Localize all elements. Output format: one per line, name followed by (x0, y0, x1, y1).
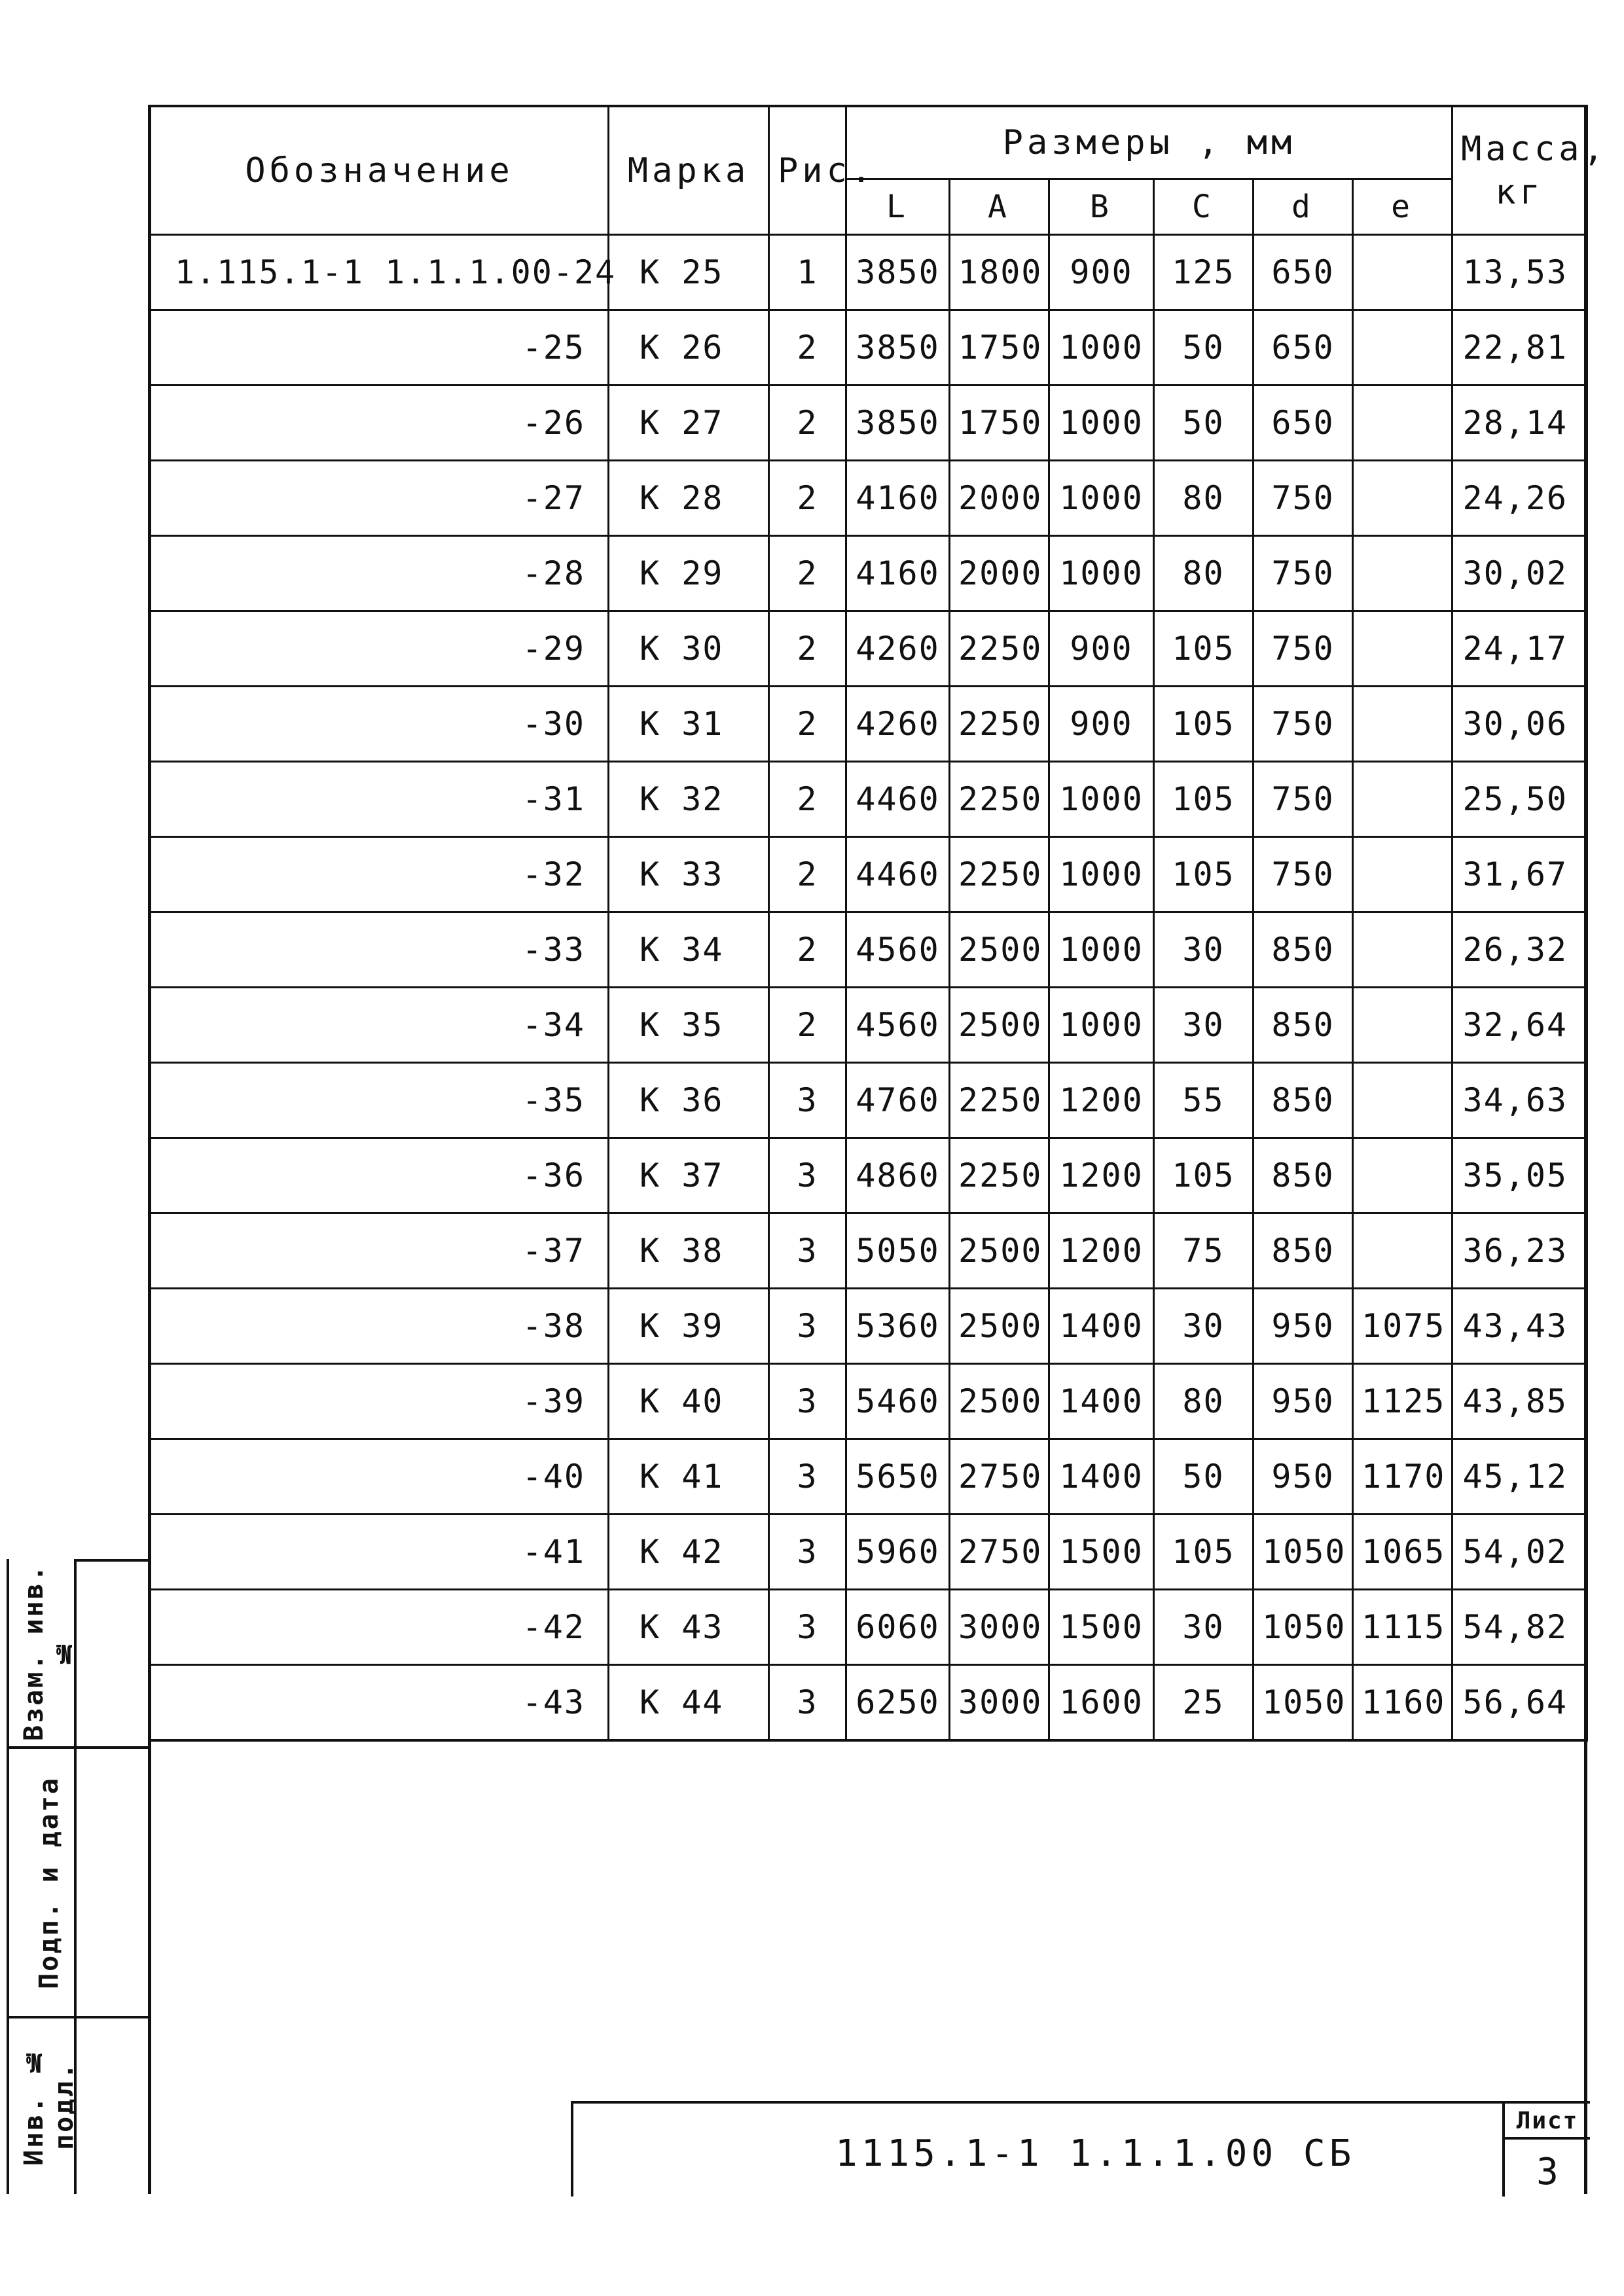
side-stamp-line (74, 2016, 149, 2018)
header-dim-a: A (950, 179, 1049, 235)
cell-d: 650 (1254, 310, 1353, 386)
cell-des: -43 (151, 1665, 609, 1741)
table-row (151, 912, 1587, 988)
cell-des: -40 (151, 1439, 609, 1515)
cell-fig: 2 (769, 461, 846, 536)
cell-d: 1050 (1254, 1590, 1353, 1665)
header-fig: Рис. (769, 106, 846, 235)
cell-a: 2500 (950, 1289, 1049, 1364)
cell-mass: 28,14 (1453, 386, 1587, 461)
cell-l: 5050 (846, 1213, 950, 1289)
cell-c: 80 (1154, 536, 1254, 611)
cell-l: 4760 (846, 1063, 950, 1138)
table-row (151, 611, 1587, 687)
cell-fig: 2 (769, 536, 846, 611)
table-row (151, 1590, 1587, 1665)
cell-fig: 3 (769, 1364, 846, 1439)
cell-des: -31 (151, 762, 609, 837)
cell-c: 105 (1154, 1138, 1254, 1213)
cell-a: 2750 (950, 1439, 1049, 1515)
cell-e (1353, 1138, 1453, 1213)
cell-b: 1000 (1049, 912, 1154, 988)
cell-mark: К 26 (609, 310, 769, 386)
cell-l: 4460 (846, 762, 950, 837)
cell-l: 6060 (846, 1590, 950, 1665)
cell-c: 80 (1154, 1364, 1254, 1439)
cell-mass: 30,02 (1453, 536, 1587, 611)
cell-d: 850 (1254, 1138, 1353, 1213)
cell-des: -35 (151, 1063, 609, 1138)
cell-d: 750 (1254, 461, 1353, 536)
header-designation: Обозначение (151, 106, 609, 235)
cell-fig: 2 (769, 687, 846, 762)
cell-c: 105 (1154, 687, 1254, 762)
side-stamp (7, 1559, 79, 2194)
cell-fig: 2 (769, 762, 846, 837)
cell-fig: 3 (769, 1665, 846, 1741)
header-mark: Марка (609, 106, 769, 235)
cell-e (1353, 611, 1453, 687)
cell-e: 1125 (1353, 1364, 1453, 1439)
table-row (151, 461, 1587, 536)
cell-fig: 3 (769, 1289, 846, 1364)
cell-e (1353, 536, 1453, 611)
cell-d: 650 (1254, 235, 1353, 310)
cell-mark: К 38 (609, 1213, 769, 1289)
cell-b: 1000 (1049, 461, 1154, 536)
table-row (151, 1515, 1587, 1590)
table-row (151, 1213, 1587, 1289)
cell-e (1353, 988, 1453, 1063)
cell-mass: 30,06 (1453, 687, 1587, 762)
cell-d: 650 (1254, 386, 1353, 461)
cell-e: 1075 (1353, 1289, 1453, 1364)
cell-des: -38 (151, 1289, 609, 1364)
cell-des: -27 (151, 461, 609, 536)
cell-a: 2250 (950, 1063, 1049, 1138)
cell-mass: 25,50 (1453, 762, 1587, 837)
sheet-number: 3 (1536, 2151, 1559, 2193)
cell-des: -26 (151, 386, 609, 461)
cell-b: 1400 (1049, 1364, 1154, 1439)
header-dim-d: d (1254, 179, 1353, 235)
cell-a: 2500 (950, 988, 1049, 1063)
cell-l: 5460 (846, 1364, 950, 1439)
cell-mass: 54,02 (1453, 1515, 1587, 1590)
cell-c: 105 (1154, 837, 1254, 912)
cell-mark: К 36 (609, 1063, 769, 1138)
cell-a: 2750 (950, 1515, 1049, 1590)
table-row (151, 687, 1587, 762)
header-dim-b: B (1049, 179, 1154, 235)
header-dimensions: Размеры , мм (846, 106, 1453, 179)
cell-fig: 2 (769, 912, 846, 988)
cell-d: 850 (1254, 1213, 1353, 1289)
cell-e (1353, 1213, 1453, 1289)
sheet-box (1502, 2104, 1590, 2197)
cell-mark: К 42 (609, 1515, 769, 1590)
cell-fig: 2 (769, 310, 846, 386)
cell-c: 105 (1154, 1515, 1254, 1590)
cell-d: 850 (1254, 1063, 1353, 1138)
side-label-podp-data: Подп. и дата (34, 1776, 64, 1990)
cell-b: 1200 (1049, 1213, 1154, 1289)
cell-a: 1800 (950, 235, 1049, 310)
cell-l: 4260 (846, 687, 950, 762)
side-stamp-line (74, 1746, 149, 1749)
specification-body (151, 235, 1587, 1741)
cell-mass: 24,26 (1453, 461, 1587, 536)
cell-e: 1160 (1353, 1665, 1453, 1741)
cell-l: 4260 (846, 611, 950, 687)
cell-d: 750 (1254, 536, 1353, 611)
table-row (151, 762, 1587, 837)
table-row (151, 837, 1587, 912)
cell-a: 2250 (950, 837, 1049, 912)
cell-mass: 36,23 (1453, 1213, 1587, 1289)
cell-mark: К 31 (609, 687, 769, 762)
cell-a: 2250 (950, 687, 1049, 762)
cell-des: -34 (151, 988, 609, 1063)
cell-a: 3000 (950, 1665, 1049, 1741)
cell-mark: К 37 (609, 1138, 769, 1213)
cell-b: 1000 (1049, 762, 1154, 837)
cell-a: 2500 (950, 912, 1049, 988)
cell-a: 1750 (950, 310, 1049, 386)
cell-des: -39 (151, 1364, 609, 1439)
cell-d: 750 (1254, 762, 1353, 837)
cell-d: 750 (1254, 687, 1353, 762)
cell-mark: К 34 (609, 912, 769, 988)
side-label-inv-podl: Инв. № подл. (19, 2045, 79, 2166)
header-mass: Масса, кг (1453, 106, 1587, 235)
cell-a: 2250 (950, 1138, 1049, 1213)
cell-l: 4560 (846, 912, 950, 988)
cell-l: 3850 (846, 235, 950, 310)
side-label-zam-inv: Взам. инв. № (19, 1564, 79, 1742)
cell-a: 1750 (950, 386, 1049, 461)
cell-c: 75 (1154, 1213, 1254, 1289)
cell-c: 50 (1154, 310, 1254, 386)
cell-l: 4560 (846, 988, 950, 1063)
cell-e: 1115 (1353, 1590, 1453, 1665)
cell-mass: 43,85 (1453, 1364, 1587, 1439)
cell-b: 1000 (1049, 386, 1154, 461)
cell-a: 2500 (950, 1213, 1049, 1289)
table-row (151, 1138, 1587, 1213)
cell-c: 125 (1154, 235, 1254, 310)
specification-table (149, 105, 1608, 1742)
header-dim-e: e (1353, 179, 1453, 235)
header-row (151, 106, 1587, 179)
cell-l: 4160 (846, 536, 950, 611)
cell-b: 1200 (1049, 1063, 1154, 1138)
cell-b: 900 (1049, 235, 1154, 310)
cell-c: 30 (1154, 1289, 1254, 1364)
cell-fig: 3 (769, 1439, 846, 1515)
cell-mass: 26,32 (1453, 912, 1587, 988)
cell-des: -36 (151, 1138, 609, 1213)
cell-fig: 2 (769, 837, 846, 912)
table-row (151, 1665, 1587, 1741)
cell-d: 750 (1254, 837, 1353, 912)
cell-d: 950 (1254, 1289, 1353, 1364)
cell-mark: К 35 (609, 988, 769, 1063)
cell-c: 80 (1154, 461, 1254, 536)
cell-fig: 3 (769, 1063, 846, 1138)
cell-mark: К 32 (609, 762, 769, 837)
table-row (151, 1289, 1587, 1364)
cell-e (1353, 461, 1453, 536)
cell-e (1353, 837, 1453, 912)
cell-c: 30 (1154, 988, 1254, 1063)
side-stamp-line (7, 2016, 76, 2018)
cell-b: 900 (1049, 611, 1154, 687)
cell-l: 4860 (846, 1138, 950, 1213)
table-row (151, 1063, 1587, 1138)
cell-fig: 3 (769, 1213, 846, 1289)
cell-e (1353, 1063, 1453, 1138)
cell-des: -33 (151, 912, 609, 988)
cell-d: 850 (1254, 988, 1353, 1063)
cell-mass: 43,43 (1453, 1289, 1587, 1364)
cell-des: -25 (151, 310, 609, 386)
cell-a: 2250 (950, 762, 1049, 837)
cell-c: 50 (1154, 1439, 1254, 1515)
cell-l: 5960 (846, 1515, 950, 1590)
cell-fig: 2 (769, 988, 846, 1063)
cell-b: 900 (1049, 687, 1154, 762)
cell-e (1353, 912, 1453, 988)
document-code: 1115.1-1 1.1.1.00 СБ (835, 2132, 1356, 2175)
sheet-label: Лист (1505, 2108, 1590, 2140)
cell-des: -37 (151, 1213, 609, 1289)
cell-mark: К 25 (609, 235, 769, 310)
cell-fig: 2 (769, 386, 846, 461)
cell-mark: К 30 (609, 611, 769, 687)
cell-b: 1000 (1049, 536, 1154, 611)
side-stamp-outer (7, 1559, 9, 2194)
cell-e (1353, 235, 1453, 310)
cell-d: 1050 (1254, 1515, 1353, 1590)
table-row (151, 536, 1587, 611)
cell-des: -29 (151, 611, 609, 687)
cell-b: 1000 (1049, 310, 1154, 386)
cell-l: 3850 (846, 386, 950, 461)
cell-e: 1065 (1353, 1515, 1453, 1590)
cell-fig: 3 (769, 1138, 846, 1213)
cell-b: 1000 (1049, 837, 1154, 912)
table-row (151, 310, 1587, 386)
cell-a: 2000 (950, 461, 1049, 536)
cell-l: 4160 (846, 461, 950, 536)
cell-mark: К 33 (609, 837, 769, 912)
cell-mark: К 39 (609, 1289, 769, 1364)
cell-des: -32 (151, 837, 609, 912)
cell-c: 105 (1154, 762, 1254, 837)
cell-mass: 54,82 (1453, 1590, 1587, 1665)
side-stamp-line (7, 1746, 76, 1749)
cell-mass: 24,17 (1453, 611, 1587, 687)
cell-fig: 3 (769, 1515, 846, 1590)
cell-des: -41 (151, 1515, 609, 1590)
cell-d: 950 (1254, 1439, 1353, 1515)
cell-mark: К 27 (609, 386, 769, 461)
title-block (571, 2101, 1590, 2197)
cell-fig: 3 (769, 1590, 846, 1665)
cell-c: 105 (1154, 611, 1254, 687)
cell-mark: К 40 (609, 1364, 769, 1439)
cell-e: 1170 (1353, 1439, 1453, 1515)
cell-mark: К 29 (609, 536, 769, 611)
cell-mass: 45,12 (1453, 1439, 1587, 1515)
cell-b: 1400 (1049, 1439, 1154, 1515)
cell-mass: 32,64 (1453, 988, 1587, 1063)
cell-mark: К 28 (609, 461, 769, 536)
cell-a: 2000 (950, 536, 1049, 611)
cell-l: 6250 (846, 1665, 950, 1741)
cell-d: 750 (1254, 611, 1353, 687)
cell-a: 2500 (950, 1364, 1049, 1439)
cell-l: 3850 (846, 310, 950, 386)
cell-fig: 1 (769, 235, 846, 310)
cell-fig: 2 (769, 611, 846, 687)
table-row (151, 1439, 1587, 1515)
cell-c: 55 (1154, 1063, 1254, 1138)
cell-e (1353, 310, 1453, 386)
cell-a: 2250 (950, 611, 1049, 687)
cell-e (1353, 386, 1453, 461)
cell-mass: 34,63 (1453, 1063, 1587, 1138)
cell-des: -42 (151, 1590, 609, 1665)
cell-b: 1600 (1049, 1665, 1154, 1741)
side-stamp-line (74, 1559, 149, 1562)
table-row (151, 386, 1587, 461)
cell-b: 1200 (1049, 1138, 1154, 1213)
table-row (151, 1364, 1587, 1439)
cell-l: 5650 (846, 1439, 950, 1515)
cell-b: 1500 (1049, 1515, 1154, 1590)
cell-c: 25 (1154, 1665, 1254, 1741)
cell-mass: 35,05 (1453, 1138, 1587, 1213)
cell-mark: К 43 (609, 1590, 769, 1665)
cell-b: 1500 (1049, 1590, 1154, 1665)
cell-des: -28 (151, 536, 609, 611)
cell-des: 1.115.1-1 1.1.1.00-24 (151, 235, 609, 310)
table-row (151, 235, 1587, 310)
cell-mass: 13,53 (1453, 235, 1587, 310)
cell-mass: 56,64 (1453, 1665, 1587, 1741)
cell-mark: К 44 (609, 1665, 769, 1741)
cell-d: 950 (1254, 1364, 1353, 1439)
cell-d: 850 (1254, 912, 1353, 988)
cell-d: 1050 (1254, 1665, 1353, 1741)
cell-b: 1000 (1049, 988, 1154, 1063)
cell-des: -30 (151, 687, 609, 762)
cell-mass: 22,81 (1453, 310, 1587, 386)
cell-l: 5360 (846, 1289, 950, 1364)
cell-e (1353, 687, 1453, 762)
cell-a: 3000 (950, 1590, 1049, 1665)
cell-e (1353, 762, 1453, 837)
cell-l: 4460 (846, 837, 950, 912)
cell-c: 50 (1154, 386, 1254, 461)
cell-c: 30 (1154, 912, 1254, 988)
cell-c: 30 (1154, 1590, 1254, 1665)
cell-mark: К 41 (609, 1439, 769, 1515)
table-row (151, 988, 1587, 1063)
cell-b: 1400 (1049, 1289, 1154, 1364)
header-dim-c: C (1154, 179, 1254, 235)
cell-mass: 31,67 (1453, 837, 1587, 912)
header-dim-l: L (846, 179, 950, 235)
